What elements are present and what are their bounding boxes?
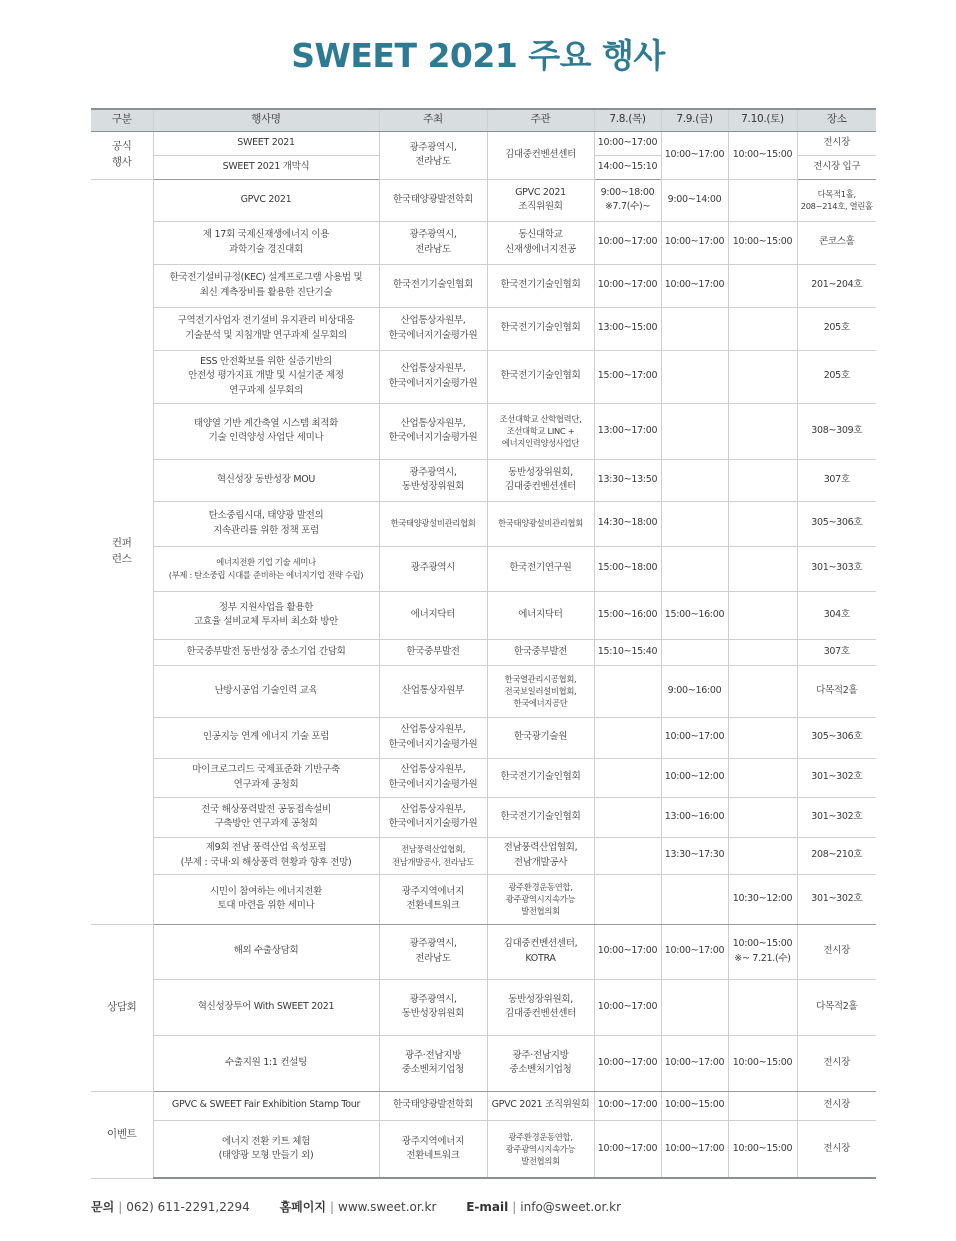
event-name: 해외 수출상담회 [153,924,379,979]
category-event: 이벤트 [91,1091,153,1178]
table-row [91,350,876,403]
event-organizer: 동반성장위원회, 김대중컨벤션센터 [487,459,594,501]
event-name: GPVC & SWEET Fair Exhibition Stamp Tour [153,1091,379,1120]
header-organizer: 주관 [487,109,594,131]
event-day1: 10:00~17:00 [594,924,661,979]
table-row [91,1120,876,1178]
event-organizer: 한국전기연구원 [487,546,594,591]
event-place: 201~204호 [797,264,876,307]
event-day3 [728,639,797,665]
event-name: 혁신성장 동반성장 MOU [153,459,379,501]
event-day2 [661,403,728,459]
event-host: 산업통상자원부, 한국에너지기술평가원 [379,403,487,459]
event-host: 광주지역에너지 전환네트워크 [379,1120,487,1178]
event-place: 308~309호 [797,403,876,459]
event-day2 [661,459,728,501]
event-host: 광주광역시 [379,546,487,591]
homepage-label: 홈페이지 [279,1200,326,1214]
table-row [91,665,876,717]
event-day2: 10:00~17:00 [661,264,728,307]
table-row [91,837,876,874]
event-place: 301~302호 [797,797,876,837]
event-name: 전국 해상풍력발전 공동접속설비 구축방안 연구과제 공청회 [153,797,379,837]
event-day3 [728,546,797,591]
event-day2: 10:00~17:00 [661,1120,728,1178]
footer-homepage: 홈페이지 | www.sweet.or.kr [279,1200,437,1214]
event-host: 광주광역시, 전라남도 [379,221,487,264]
event-organizer: 한국광기술원 [487,717,594,758]
header-host: 주최 [379,109,487,131]
category-consult: 상담회 [91,924,153,1091]
event-place: 301~302호 [797,758,876,797]
event-day2: 10:00~17:00 [661,221,728,264]
contact-phone: 062) 611-2291,2294 [126,1200,250,1214]
event-day2: 15:00~16:00 [661,591,728,639]
event-day3: 10:00~15:00 [728,221,797,264]
event-name: 구역전기사업자 전기설비 유지관리 비상대응 기술분석 및 지침개발 연구과제 실무회의 [153,307,379,350]
event-name: 한국중부발전 동반성장 중소기업 간담회 [153,639,379,665]
event-name: 탄소중립시대, 태양광 발전의 지속관리를 위한 정책 포럼 [153,501,379,546]
event-place: 전시장 입구 [797,155,876,179]
event-day2 [661,501,728,546]
event-name: 한국전기설비규정(KEC) 설계프로그램 사용법 및 최신 계측장비를 활용한 진단기술 [153,264,379,307]
event-day2: 10:00~17:00 [661,717,728,758]
event-name: 혁신성장투어 With SWEET 2021 [153,979,379,1035]
event-organizer: 한국중부발전 [487,639,594,665]
event-day2 [661,350,728,403]
event-day1: 13:00~15:00 [594,307,661,350]
event-organizer: 한국열관리시공협회, 전국보일러설비협회, 한국에너지공단 [487,665,594,717]
event-day3 [728,591,797,639]
event-host: 광주지역에너지 전환네트워크 [379,874,487,924]
event-place: 전시장 [797,924,876,979]
event-day1: 14:30~18:00 [594,501,661,546]
event-organizer: 광주환경운동연합, 광주광역시지속가능 발전협의회 [487,1120,594,1178]
event-name: 수출지원 1:1 컨설팅 [153,1035,379,1091]
event-day3 [728,403,797,459]
event-place: 208~210호 [797,837,876,874]
event-schedule-table [91,108,876,1179]
header-category: 구분 [91,109,153,131]
event-place: 304호 [797,591,876,639]
table-row [91,758,876,797]
event-organizer: 조선대학교 산학협력단, 조선대학교 LINC + 에너지인력양성사업단 [487,403,594,459]
event-day1: 10:00~17:00 [594,1035,661,1091]
event-day3: 10:00~15:00 [728,131,797,179]
event-day1 [594,665,661,717]
event-host: 산업통상자원부, 한국에너지기술평가원 [379,350,487,403]
header-day2: 7.9.(금) [661,109,728,131]
header-day1: 7.8.(목) [594,109,661,131]
event-day2: 13:30~17:30 [661,837,728,874]
event-day1: 9:00~18:00 ※7.7(수)~ [594,179,661,221]
event-day1: 15:00~18:00 [594,546,661,591]
category-conference: 컨퍼 런스 [91,179,153,924]
event-name: SWEET 2021 개막식 [153,155,379,179]
event-organizer: 동신대학교 신재생에너지전공 [487,221,594,264]
event-organizer: 동반성장위원회, 김대중컨벤션센터 [487,979,594,1035]
event-name: SWEET 2021 [153,131,379,155]
event-name: 에너지 전환 키트 체험 (태양광 모형 만들기 외) [153,1120,379,1178]
event-name: 난방시공업 기술인력 교육 [153,665,379,717]
event-name: 제9회 전남 풍력산업 육성포럼 (부제 : 국내·외 해상풍력 현황과 향후 전망) [153,837,379,874]
event-day1: 13:00~17:00 [594,403,661,459]
event-organizer: 에너지닥터 [487,591,594,639]
event-place: 전시장 [797,1035,876,1091]
event-place: 305~306호 [797,501,876,546]
table-row [91,1035,876,1091]
event-organizer: GPVC 2021 조직위원회 [487,179,594,221]
event-day2: 9:00~16:00 [661,665,728,717]
event-day1: 10:00~17:00 [594,979,661,1035]
event-organizer: 한국전기기술인협회 [487,307,594,350]
event-host: 산업통상자원부, 한국에너지기술평가원 [379,717,487,758]
event-organizer: 전남풍력산업협회, 전남개발공사 [487,837,594,874]
event-day1: 10:00~17:00 [594,131,661,155]
footer-email: E-mail | info@sweet.or.kr [466,1200,622,1214]
table-row [91,403,876,459]
event-place: 전시장 [797,1091,876,1120]
header-place: 장소 [797,109,876,131]
email-label: E-mail [466,1200,509,1214]
footer-phone: 문의 | 062) 611-2291,2294 [91,1200,250,1214]
event-place: 콘코스홀 [797,221,876,264]
event-day2: 10:00~17:00 [661,1035,728,1091]
event-day3 [728,459,797,501]
event-day2: 9:00~14:00 [661,179,728,221]
event-day1: 10:00~17:00 [594,1120,661,1178]
table-row [91,924,876,979]
contact-label: 문의 [91,1200,115,1214]
event-place: 307호 [797,639,876,665]
table-row [91,459,876,501]
event-day1 [594,758,661,797]
event-day3 [728,350,797,403]
event-name: 에너지전환 기업 기술 세미나 (부제 : 탄소중립 시대를 준비하는 에너지기업 전략 수립) [153,546,379,591]
event-host: 광주광역시, 전라남도 [379,131,487,179]
event-name: 제 17회 국제신재생에너지 이용 과학기술 경진대회 [153,221,379,264]
event-day3 [728,837,797,874]
event-place: 301~302호 [797,874,876,924]
table-row [91,546,876,591]
table-row [91,979,876,1035]
table-row [91,797,876,837]
event-day3: 10:00~15:00 [728,1035,797,1091]
event-day3 [728,307,797,350]
event-day3 [728,665,797,717]
event-day2: 10:00~12:00 [661,758,728,797]
event-organizer: 광주·전남지방 중소벤처기업청 [487,1035,594,1091]
event-name: 인공지능 연계 에너지 기술 포럼 [153,717,379,758]
page-title: SWEET 2021 주요 행사 [291,36,665,75]
event-place: 205호 [797,350,876,403]
event-day1 [594,874,661,924]
header-day3: 7.10.(토) [728,109,797,131]
event-host: 한국전기기술인협회 [379,264,487,307]
event-day3 [728,979,797,1035]
event-place: 205호 [797,307,876,350]
event-day1: 15:00~16:00 [594,591,661,639]
event-day3: 10:00~15:00 [728,1120,797,1178]
event-host: 광주광역시, 동반성장위원회 [379,979,487,1035]
event-day1 [594,837,661,874]
table-row [91,874,876,924]
event-day1 [594,717,661,758]
event-host: 한국태양광설비관리협회 [379,501,487,546]
event-day3 [728,501,797,546]
event-name: 정부 지원사업을 활용한 고효율 설비교체 투자비 최소화 방안 [153,591,379,639]
table-header-row [91,109,876,131]
event-host: 광주광역시, 전라남도 [379,924,487,979]
event-day2: 10:00~17:00 [661,924,728,979]
event-place: 다목적1홀, 208~214호, 열린홀 [797,179,876,221]
email-link[interactable]: info@sweet.or.kr [520,1200,622,1214]
table-row [91,591,876,639]
event-host: 에너지닥터 [379,591,487,639]
event-day2: 10:00~15:00 [661,1091,728,1120]
event-host: 한국중부발전 [379,639,487,665]
event-place: 전시장 [797,131,876,155]
event-organizer: 한국전기기술인협회 [487,264,594,307]
event-day3 [728,717,797,758]
event-host: 산업통상자원부, 한국에너지기술평가원 [379,758,487,797]
event-day1: 13:30~13:50 [594,459,661,501]
event-day3 [728,264,797,307]
event-host: 한국태양광발전학회 [379,179,487,221]
event-place: 307호 [797,459,876,501]
footer-contact [91,1198,621,1215]
event-day2 [661,639,728,665]
event-place: 301~303호 [797,546,876,591]
header-event-name: 행사명 [153,109,379,131]
event-day3 [728,797,797,837]
table-row [91,179,876,221]
event-host: 산업통상자원부 [379,665,487,717]
table-row [91,264,876,307]
homepage-link[interactable]: www.sweet.or.kr [338,1200,437,1214]
event-organizer: 한국태양광설비관리협회 [487,501,594,546]
event-day1: 15:00~17:00 [594,350,661,403]
event-place: 다목적2홀 [797,665,876,717]
event-host: 산업통상자원부, 한국에너지기술평가원 [379,307,487,350]
event-name: ESS 안전확보를 위한 실증기반의 안전성 평가지표 개발 및 시설기준 제정 연구과제 실무회의 [153,350,379,403]
event-day1: 15:10~15:40 [594,639,661,665]
event-day2 [661,874,728,924]
event-day2: 10:00~17:00 [661,131,728,179]
table-row [91,131,876,155]
table-row [91,717,876,758]
event-place: 다목적2홀 [797,979,876,1035]
table-row [91,639,876,665]
event-day3 [728,758,797,797]
event-day2 [661,979,728,1035]
event-day2 [661,546,728,591]
event-day2: 13:00~16:00 [661,797,728,837]
event-name: 태양열 기반 계간축열 시스템 최적화 기술 인력양성 사업단 세미나 [153,403,379,459]
event-organizer: 광주환경운동연합, 광주광역시지속가능 발전협의회 [487,874,594,924]
category-official: 공식 행사 [91,131,153,179]
event-organizer: 한국전기기술인협회 [487,797,594,837]
event-day3 [728,179,797,221]
event-day1 [594,797,661,837]
event-organizer: 김대중컨벤션센터, KOTRA [487,924,594,979]
event-host: 전남풍력산업협회, 전남개발공사, 전라남도 [379,837,487,874]
event-day1: 10:00~17:00 [594,264,661,307]
table-row [91,1091,876,1120]
event-day2 [661,307,728,350]
table-row [91,307,876,350]
event-day3: 10:30~12:00 [728,874,797,924]
event-day1: 10:00~17:00 [594,1091,661,1120]
event-host: 광주·전남지방 중소벤처기업청 [379,1035,487,1091]
event-place: 305~306호 [797,717,876,758]
table-row [91,501,876,546]
event-name: GPVC 2021 [153,179,379,221]
event-day3 [728,1091,797,1120]
event-day1: 10:00~17:00 [594,221,661,264]
event-organizer: 한국전기기술인협회 [487,758,594,797]
event-organizer: GPVC 2021 조직위원회 [487,1091,594,1120]
event-name: 마이크로그리드 국제표준화 기반구축 연구과제 공청회 [153,758,379,797]
event-day3: 10:00~15:00 ※~ 7.21.(수) [728,924,797,979]
event-name: 시민이 참여하는 에너지전환 토대 마련을 위한 세미나 [153,874,379,924]
event-host: 한국태양광발전학회 [379,1091,487,1120]
event-place: 전시장 [797,1120,876,1178]
event-host: 광주광역시, 동반성장위원회 [379,459,487,501]
event-organizer: 김대중컨벤션센터 [487,131,594,179]
event-organizer: 한국전기기술인협회 [487,350,594,403]
event-host: 산업통상자원부, 한국에너지기술평가원 [379,797,487,837]
event-day1: 14:00~15:10 [594,155,661,179]
table-row [91,221,876,264]
